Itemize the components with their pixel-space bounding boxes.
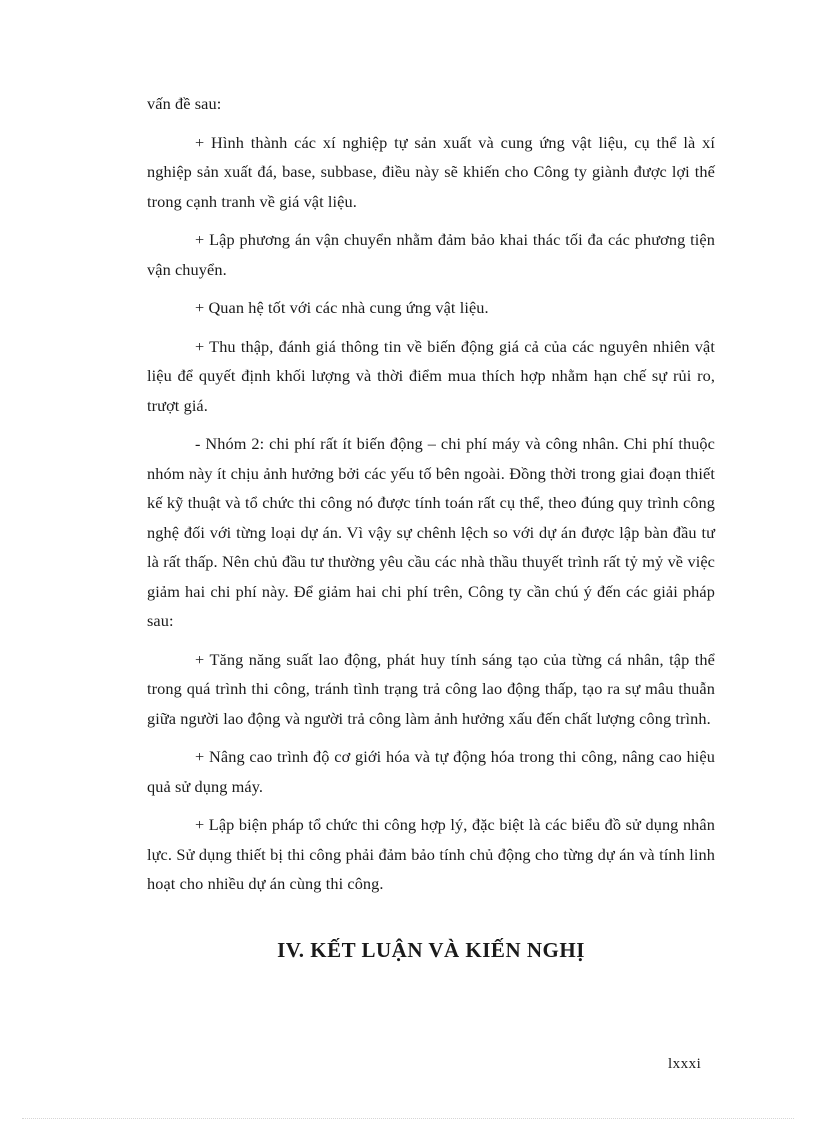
paragraph-bullet-organization: + Lập biện pháp tổ chức thi công hợp lý, đặc biệt là các biểu đồ sử dụng nhân lực. Sử dụng thiết bị thi công phải đảm bảo tính chủ động cho từng dự án và tính linh hoạt cho nhiều dự án cùng thi công. xyxy=(147,815,715,893)
paragraph-bullet-enterprises: + Hình thành các xí nghiệp tự sản xuất và cung ứng vật liệu, cụ thể là xí nghiệp sản xuất đá, base, subbase, điều này sẽ khiến cho Công ty giành được lợi thế trong cạnh tranh về giá vật liệu. xyxy=(147,132,715,211)
paragraph-bullet-suppliers: + Quan hệ tốt với các nhà cung ứng vật liệu. xyxy=(195,298,489,317)
paragraph-bullet-productivity: + Tăng năng suất lao động, phát huy tính sáng tạo của từng cá nhân, tập thể trong quá trình thi công, tránh tình trạng trả công lao động thấp, tạo ra sự mâu thuẫn giữa người lao động và người trả công làm ảnh hưởng xấu đến chất lượng công trình. xyxy=(147,649,715,728)
paragraph-bullet-transport: + Lập phương án vận chuyển nhằm đảm bảo khai thác tối đa các phương tiện vận chuyển. xyxy=(147,230,715,279)
paragraph-bullet-mechanization: + Nâng cao trình độ cơ giới hóa và tự động hóa trong thi công, nâng cao hiệu quả sử dụng máy. xyxy=(147,747,715,796)
body-text xyxy=(147,89,715,908)
page-bottom-divider xyxy=(22,1118,794,1119)
section-heading: IV. KẾT LUẬN VÀ KIẾN NGHỊ xyxy=(277,938,585,962)
paragraph-continuation: vấn đề sau: xyxy=(147,94,222,113)
paragraph-group-2: - Nhóm 2: chi phí rất ít biến động – chi phí máy và công nhân. Chi phí thuộc nhóm này ít chịu ảnh hưởng bởi các yếu tố bên ngoài. Đồng thời trong giai đoạn thiết kế kỹ thuật và tổ chức thi công nó được tính toán rất cụ thể, theo đúng quy trình công nghệ đối với từng loại dự án. Vì vậy sự chênh lệch so với dự án được lập bàn đầu tư là rất thấp. Nên chủ đầu tư thường yêu cầu các nhà thầu thuyết trình rất tỷ mỷ về việc giảm hai chi phí này. Để giảm hai chi phí trên, Công ty cần chú ý đến các giải pháp sau: xyxy=(147,434,715,630)
page-number: lxxxi xyxy=(668,1056,702,1072)
paragraph-bullet-price-info: + Thu thập, đánh giá thông tin về biến động giá cả của các nguyên nhiên vật liệu để quyết định khối lượng và thời điểm mua thích hợp nhằm hạn chế sự rủi ro, trượt giá. xyxy=(147,336,715,415)
